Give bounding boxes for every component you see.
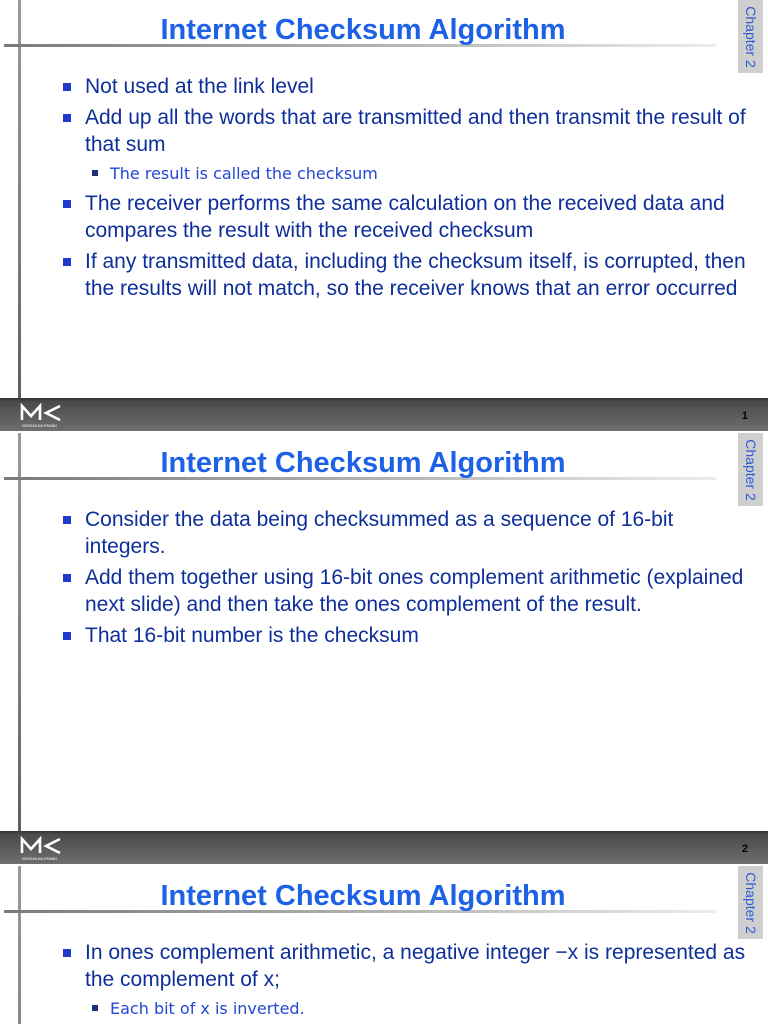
footer-bar (0, 831, 768, 864)
bullet-list (63, 73, 753, 306)
bullet-item: In ones complement arithmetic, a negative integer −x is represented as the complement of x; (63, 939, 753, 993)
square-bullet-icon (63, 574, 71, 582)
chapter-tab (738, 866, 763, 939)
page-number: 2 (741, 843, 748, 855)
footer-bar (0, 398, 768, 431)
page-number: 1 (741, 410, 748, 422)
square-bullet-icon (63, 516, 71, 524)
slide-3 (0, 866, 768, 1024)
bullet-item: If any transmitted data, including the checksum itself, is corrupted, then the results will not match, so the receiver knows that an error occurred (63, 248, 753, 302)
small-square-bullet-icon (92, 170, 98, 176)
chapter-label: Chapter 2 (742, 871, 759, 934)
mk-logo-icon (20, 836, 80, 862)
svg-text:MORGAN KAUFMANN: MORGAN KAUFMANN (22, 424, 57, 428)
slide-title: Internet Checksum Algorithm (160, 14, 566, 46)
bullet-item: That 16-bit number is the checksum (63, 622, 753, 649)
bullet-list (63, 506, 753, 653)
slide-title: Internet Checksum Algorithm (160, 447, 566, 479)
square-bullet-icon (63, 949, 71, 957)
square-bullet-icon (63, 200, 71, 208)
slide-1 (0, 0, 768, 433)
square-bullet-icon (63, 83, 71, 91)
sub-bullet-item: The result is called the checksum (89, 162, 753, 186)
small-square-bullet-icon (92, 1005, 98, 1011)
chapter-label: Chapter 2 (742, 5, 759, 68)
vertical-rule (18, 0, 21, 400)
sub-bullet-item: Each bit of x is inverted. (89, 997, 753, 1021)
bullet-item: Add up all the words that are transmitted and then transmit the result of that sum (63, 104, 753, 158)
square-bullet-icon (63, 258, 71, 266)
bullet-item: The receiver performs the same calculation on the received data and compares the result with the received checksum (63, 190, 753, 244)
bullet-item: Not used at the link level (63, 73, 753, 100)
square-bullet-icon (63, 632, 71, 640)
bullet-list (63, 939, 753, 1024)
vertical-rule (18, 433, 21, 833)
bullet-item: Add them together using 16-bit ones complement arithmetic (explained next slide) and then take the ones complement of the result. (63, 564, 753, 618)
mk-logo-icon (20, 403, 80, 429)
chapter-tab (738, 433, 763, 506)
svg-text:MORGAN KAUFMANN: MORGAN KAUFMANN (22, 857, 57, 861)
chapter-label: Chapter 2 (742, 438, 759, 501)
chapter-tab (738, 0, 763, 73)
slide-title: Internet Checksum Algorithm (160, 880, 566, 912)
bullet-item: Consider the data being checksummed as a sequence of 16-bit integers. (63, 506, 753, 560)
slide-2 (0, 433, 768, 866)
square-bullet-icon (63, 114, 71, 122)
